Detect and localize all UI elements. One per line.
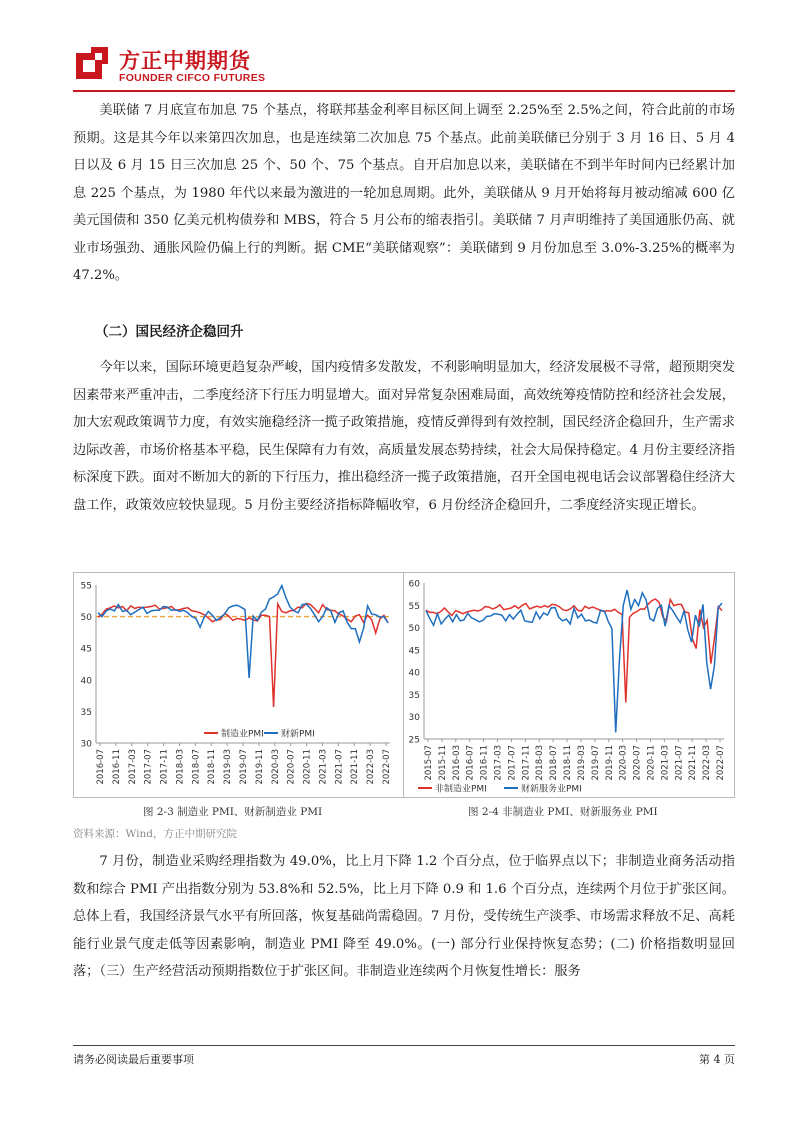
x-tick-label: 2017-07 — [507, 745, 518, 781]
x-tick-label: 2016-11 — [111, 749, 122, 785]
paragraph-pmi-july: 7 月份，制造业采购经理指数为 49.0%，比上月下降 1.2 个百分点，位于临界点以下；非制造业商务活动指数和综合 PMI 产出指数分别为 53.8%和 52.5%，比上月下降 0.9 和 1.6 个百分点，连续两个月位于扩张区间。总体上看，我国经济景气水平有所回落，恢复基础尚需稳固。7 月份，受传统生产淡季、市场需求释放不足、高耗能行业景气度走低等因素影响，制造业 PMI 降至 49.0%。(一) 部分行业保持恢复态势；(二) 价格指数明显回落；（三）生产经营活动预期指数位于扩张区间。非制造业连续两个月恢复性增长：服务 — [73, 854, 735, 979]
legend-label-2: 财新服务业PMI — [521, 784, 582, 795]
y-tick-label: 25 — [408, 735, 420, 746]
x-tick-label: 2016-07 — [465, 745, 476, 781]
x-tick-label: 2020-07 — [632, 745, 643, 781]
x-tick-label: 2022-03 — [366, 749, 377, 785]
x-tick-label: 2017-11 — [521, 745, 532, 781]
chart-manufacturing-pmi — [74, 573, 402, 797]
x-tick-label: 2022-07 — [382, 749, 392, 785]
founder-logo-icon — [73, 44, 111, 82]
paragraph-fed-rate-hike: 美联储 7 月底宣布加息 75 个基点，将联邦基金利率目标区间上调至 2.25%至 2.5%之间，符合此前的市场预期。这是其今年以来第四次加息，也是连续第二次加息 75 个基点。此前美联储已分别于 3 月 16 日、5 月 4 日以及 6 月 15 日三次加息 25 个、50 个、75 个基点。自开启加息以来，美联储在不到半年时间内已经累计加息 225 个基点，为 1980 年代以来最为激进的一轮加息周期。此外，美联储从 9 月开始将每月被动缩减 600 亿美元国债和 350 亿美元机构债券和 MBS，符合 5 月公布的缩表指引。美联储 7 月声明维持了美国通胀仍高、就业市场强劲、通胀风险仍偏上行的判断。据 CME“美联储观察”：美联储到 9 月份加息至 3.0%-3.25%的概率为 47.2%。 — [73, 103, 735, 283]
figure-caption-right: 图 2-4 非制造业 PMI、财新服务业 PMI — [468, 806, 658, 818]
x-tick-label: 2017-03 — [493, 745, 504, 781]
y-tick-label: 45 — [80, 644, 92, 655]
y-tick-label: 30 — [80, 739, 92, 750]
x-tick-label: 2022-03 — [702, 745, 713, 781]
y-tick-label: 35 — [80, 707, 92, 718]
y-tick-label: 35 — [408, 690, 420, 701]
y-tick-label: 30 — [408, 713, 420, 724]
x-tick-label: 2019-07 — [590, 745, 601, 781]
x-tick-label: 2019-03 — [223, 749, 234, 785]
x-tick-label: 2020-11 — [646, 745, 657, 781]
series-line-1 — [98, 603, 388, 707]
x-tick-label: 2021-03 — [660, 745, 671, 781]
series-line-2 — [98, 586, 388, 678]
x-tick-label: 2020-11 — [302, 749, 313, 785]
y-tick-label: 50 — [408, 624, 420, 635]
footer-divider — [73, 1045, 735, 1046]
chart-nonmanufacturing-pmi — [404, 573, 734, 797]
y-tick-label: 45 — [408, 646, 420, 657]
figure-caption-left: 图 2-3 制造业 PMI、财新制造业 PMI — [143, 806, 323, 818]
section-heading: （二）国民经济企稳回升 — [95, 324, 244, 340]
x-tick-label: 2015-07 — [424, 745, 434, 781]
x-tick-label: 2018-07 — [549, 745, 560, 781]
footer-disclaimer: 请务必阅读最后重要事项 — [73, 1053, 194, 1066]
y-tick-label: 40 — [408, 668, 420, 679]
legend-label-1: 非制造业PMI — [435, 784, 487, 795]
page-header — [73, 44, 733, 90]
x-tick-label: 2022-07 — [716, 745, 726, 781]
x-tick-label: 2021-11 — [350, 749, 361, 785]
x-tick-label: 2015-11 — [437, 745, 448, 781]
legend-label-1: 制造业PMI — [221, 729, 264, 740]
y-tick-label: 50 — [80, 613, 92, 624]
x-tick-label: 2018-03 — [175, 749, 186, 785]
x-tick-label: 2018-11 — [207, 749, 218, 785]
x-tick-label: 2020-07 — [286, 749, 297, 785]
header-divider — [73, 90, 735, 92]
brand-name-en: FOUNDER CIFCO FUTURES — [119, 72, 266, 84]
x-tick-label: 2021-03 — [318, 749, 329, 785]
x-tick-label: 2019-07 — [239, 749, 249, 785]
x-tick-label: 2017-11 — [159, 749, 170, 785]
x-tick-label: 2021-07 — [334, 749, 345, 785]
x-tick-label: 2021-07 — [674, 745, 685, 781]
x-tick-label: 2016-11 — [479, 745, 490, 781]
brand-name-cn: 方正中期期货 — [119, 49, 251, 73]
x-tick-label: 2019-11 — [254, 749, 265, 785]
x-tick-label: 2019-11 — [604, 745, 615, 781]
y-tick-label: 40 — [80, 676, 92, 687]
x-tick-label: 2018-07 — [191, 749, 202, 785]
y-tick-label: 60 — [408, 579, 420, 590]
series-line-1 — [426, 599, 722, 703]
x-tick-label: 2018-11 — [563, 745, 574, 781]
x-tick-label: 2017-07 — [143, 749, 154, 785]
x-tick-label: 2020-03 — [270, 749, 281, 785]
legend-label-2: 财新PMI — [281, 729, 315, 740]
figure-source: 资料来源：Wind，方正中期研究院 — [73, 828, 237, 840]
x-tick-label: 2016-07 — [96, 749, 106, 785]
figure-panel — [73, 572, 735, 798]
paragraph-economy-recovery: 今年以来，国际环境更趋复杂严峻，国内疫情多发散发，不利影响明显加大，经济发展极不寻常，超预期突发因素带来严重冲击，二季度经济下行压力明显增大。面对异常复杂困难局面，高效统筹疫情防控和经济社会发展，加大宏观政策调节力度，有效实施稳经济一揽子政策措施，疫情反弹得到有效控制，国民经济企稳回升，生产需求边际改善，市场价格基本平稳，民生保障有力有效，高质量发展态势持续，社会大局保持稳定。4 月份主要经济指标深度下跌。面对不断加大的新的下行压力，推出稳经济一揽子政策措施，召开全国电视电话会议部署稳住经济大盘工作，政策效应较快显现。5 月份主要经济指标降幅收窄，6 月份经济企稳回升，二季度经济实现正增长。 — [73, 360, 735, 513]
x-tick-label: 2020-03 — [618, 745, 629, 781]
x-tick-label: 2021-11 — [688, 745, 699, 781]
x-tick-label: 2019-03 — [576, 745, 587, 781]
x-tick-label: 2016-03 — [451, 745, 462, 781]
x-tick-label: 2018-03 — [535, 745, 546, 781]
y-tick-label: 55 — [408, 601, 420, 612]
x-tick-label: 2017-03 — [127, 749, 138, 785]
y-tick-label: 55 — [80, 581, 92, 592]
page-number: 第 4 页 — [699, 1053, 735, 1066]
